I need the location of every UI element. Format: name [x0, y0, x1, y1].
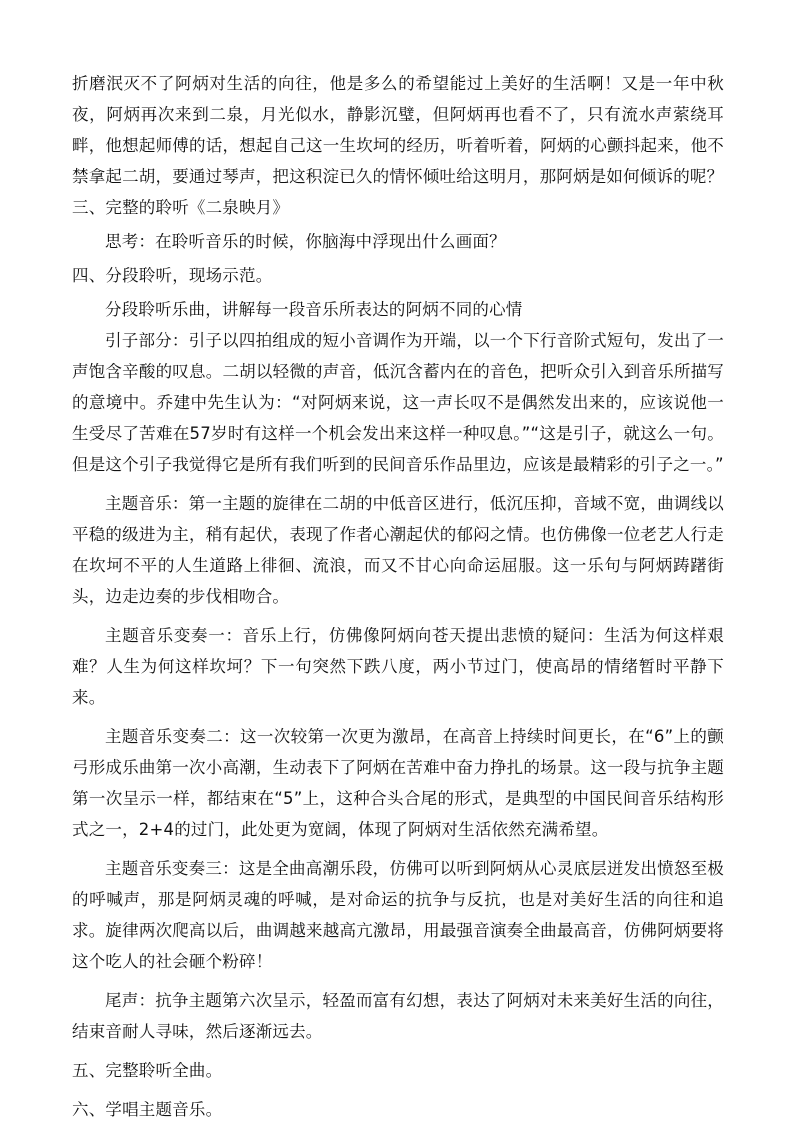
section-heading-3: 三、完整的聆听《二泉映月》	[72, 198, 290, 217]
section-heading-4: 四、分段聆听，现场示范。	[72, 266, 273, 285]
coda-paragraph: 尾声：抗争主题第六次呈示，轻盈而富有幻想，表达了阿炳对未来美好生活的向往，结束音耐人寻味，然后逐渐远去。	[72, 991, 724, 1041]
segment-intro-line: 分段聆听乐曲，讲解每一段音乐所表达的阿炳不同的心情	[105, 300, 523, 319]
variation-2-paragraph: 主题音乐变奏二：这一次较第一次更为激昂，在高音上持续时间更长，在“6”上的颤弓形成乐曲第一次小高潮，生动表下了阿炳在苦难中奋力挣扎的场景。这一段与抗争主题第一次呈示一样，都结束在“5”上，这种合头合尾的形式，是典型的中国民间音乐结构形式之一，2+4的过门，此处更为宽阔，体现了阿炳对生活依然充满希望。	[72, 727, 724, 839]
variation-1-paragraph: 主题音乐变奏一：音乐上行，仿佛像阿炳向苍天提出悲愤的疑问：生活为何这样艰难？人生为何这样坎坷？下一句突然下跌八度，两小节过门，使高昂的情绪暂时平静下来。	[72, 626, 724, 707]
section-heading-6: 六、学唱主题音乐。	[72, 1100, 223, 1119]
introduction-paragraph: 引子部分：引子以四拍组成的短小音调作为开端，以一个下行音阶式短句，发出了一声饱含辛酸的叹息。二胡以轻微的声音，低沉含蓄内在的音色，把听众引入到音乐所描写的意境中。乔建中先生认为：“对阿炳来说，这一声长叹不是偶然发出来的，应该说他一生受尽了苦难在57岁时有这样一个机会发出来这样一种叹息。”“这是引子，就这么一句。但是这个引子我觉得它是所有我们听到的民间音乐作品里边，应该是最精彩的引子之一。”	[72, 331, 724, 474]
intro-continuation-paragraph: 折磨泯灭不了阿炳对生活的向往，他是多么的希望能过上美好的生活啊！又是一年中秋夜，阿炳再次来到二泉，月光似水，静影沉璧，但阿炳再也看不了，只有流水声萦绕耳畔，他想起师傅的话，想起自己这一生坎坷的经历，听着听着，阿炳的心颤抖起来，他不禁拿起二胡，要通过琴声，把这积淀已久的情怀倾吐给这明月，那阿炳是如何倾诉的呢？	[72, 74, 724, 186]
section-heading-5: 五、完整聆听全曲。	[72, 1061, 223, 1080]
document-page	[72, 68, 724, 1125]
think-question: 思考：在聆听音乐的时候，你脑海中浮现出什么画面？	[105, 232, 506, 251]
variation-3-paragraph: 主题音乐变奏三：这是全曲高潮乐段，仿佛可以听到阿炳从心灵底层迸发出愤怒至极的呼喊声，那是阿炳灵魂的呼喊，是对命运的抗争与反抗，也是对美好生活的向往和追求。旋律两次爬高以后，曲调越来越高亢激昂，用最强音演奏全曲最高音，仿佛阿炳要将这个吃人的社会砸个粉碎！	[72, 859, 724, 971]
theme-paragraph: 主题音乐：第一主题的旋律在二胡的中低音区进行，低沉压抑，音域不宽，曲调线以平稳的级进为主，稍有起伏，表现了作者心潮起伏的郁闷之情。也仿佛像一位老艺人行走在坎坷不平的人生道路上徘徊、流浪，而又不甘心向命运屈服。这一乐句与阿炳踌躇街头，边走边奏的步伐相吻合。	[72, 494, 724, 606]
